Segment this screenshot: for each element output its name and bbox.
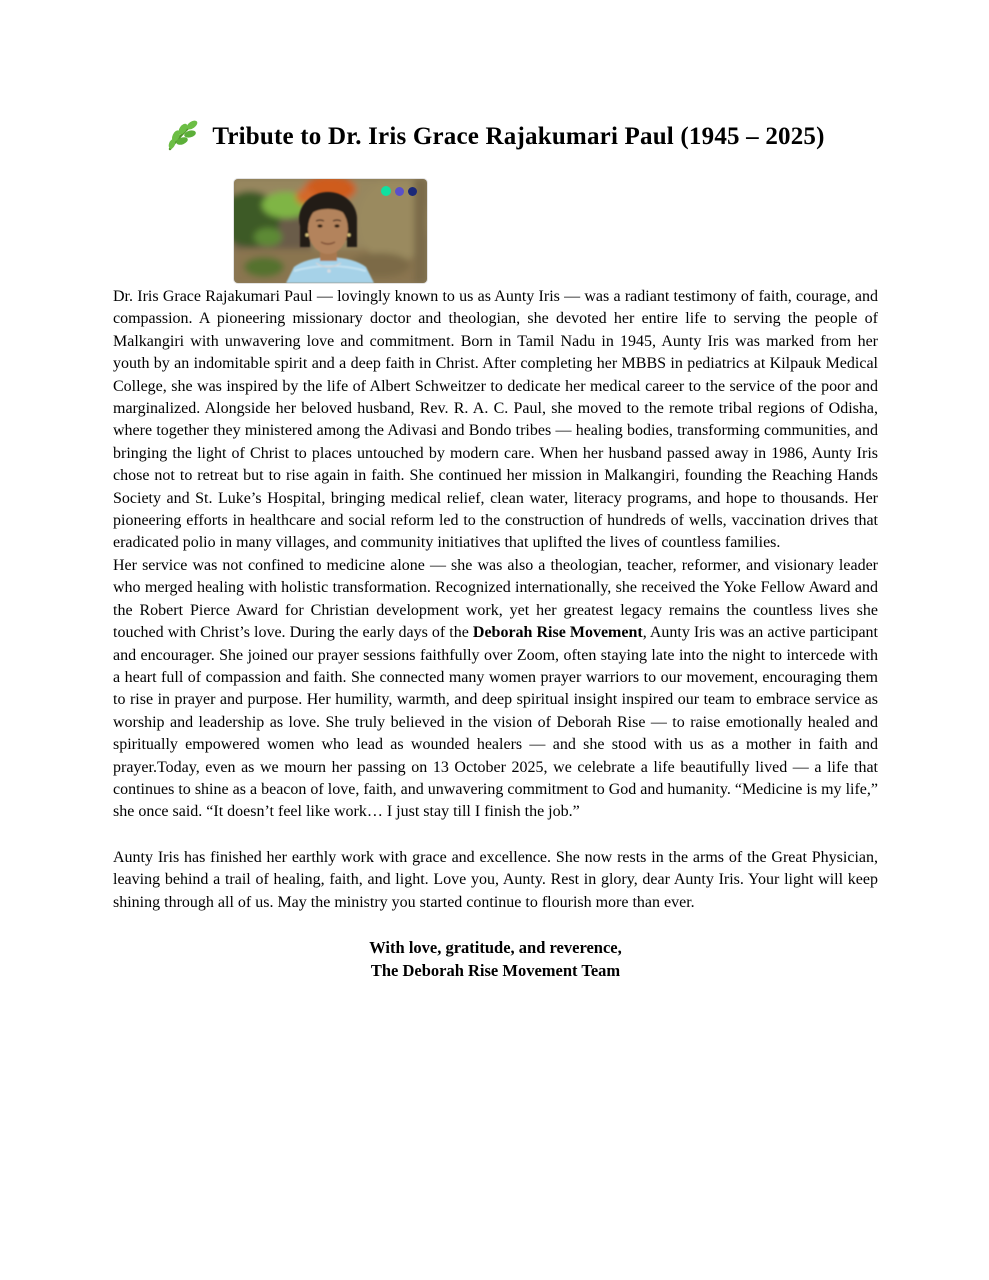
status-dot <box>395 187 404 196</box>
status-dots-overlay <box>381 186 417 196</box>
document-content <box>113 0 878 980</box>
tribute-paragraph <box>113 555 878 824</box>
tribute-paragraph <box>113 286 878 555</box>
tribute-body <box>113 286 878 982</box>
text-segment: , Aunty Iris was an active participant and encourager. She joined our prayer sessions faithfully over Zoom, often staying late into the night to intercede with a heart full of compassion and faith. She connected many women prayer warriors to our movement, encouraging them to rise in prayer and purpose. Her humility, warmth, and deep spiritual insight inspired our team to embrace service as worship and leadership as love. She truly believed in the vision of Deborah Rise — to raise emotionally healed and spiritually empowered women who lead as wounded healers — and she stood with us as a mother in faith and prayer.Today, even as we mourn her passing on 13 October 2025, we celebrate a life beautifully lived — a life that continues to shine as a beacon of love, faith, and unwavering commitment to God and humanity. “Medicine is my life,” she once said. “It doesn’t feel like work… I just stay till I finish the job.” <box>113 624 878 821</box>
tribute-paragraphs <box>113 286 878 914</box>
page-title-row <box>113 119 878 158</box>
text-segment: Dr. Iris Grace Rajakumari Paul — lovingly known to us as Aunty Iris — was a radiant testimony of faith, courage, and compassion. A pioneering missionary doctor and theologian, she devoted her entire life to serving the people of Malkangiri with unwavering love and commitment. Born in Tamil Nadu in 1945, Aunty Iris was marked from her youth by an indomitable spirit and a deep faith in Christ. After completing her MBBS in pediatrics at Kilpauk Medical College, she was inspired by the life of Albert Schweitzer to dedicate her medical career to the service of the poor and marginalized. Alongside her beloved husband, Rev. R. A. C. Paul, she moved to the remote tribal regions of Odisha, where together they ministered among the Adivasi and Bondo tribes — healing bodies, transforming communities, and bringing the light of Christ to places untouched by modern care. When her husband passed away in 1986, Aunty Iris chose not to retreat but to rise again in faith. She continued her mission in Malkangiri, founding the Reaching Hands Society and St. Luke’s Hospital, bringing medical relief, clean water, literacy programs, and hope to thousands. Her pioneering efforts in healthcare and social reform led to the construction of hundreds of wells, vaccination drives that eradicated polio in many villages, and community initiatives that uplifted the lives of countless families. <box>113 288 878 552</box>
closing-signature <box>113 936 878 982</box>
text-segment: Aunty Iris has finished her earthly work with grace and excellence. She now rests in the arms of the Great Physician, leaving behind a trail of healing, faith, and light. Love you, Aunty. Rest in glory, dear Aunty Iris. Your light will keep shining through all of us. May the ministry you started continue to flourish more than ever. <box>113 848 878 911</box>
bold-phrase: Deborah Rise Movement <box>472 624 643 642</box>
status-dot <box>408 187 417 196</box>
portrait-photo <box>234 179 427 283</box>
text-segment: Her service was not confined to medicine alone — she was also a theologian, teacher, reformer, and visionary leader who merged healing with holistic transformation. Recognized internationally, she received the Yoke Fellow Award and the Robert Pierce Award for Christian development work, yet her greatest legacy remains the countless lives she touched with Christ’s love. During the early days of the <box>113 556 878 642</box>
status-dot <box>381 186 391 196</box>
closing-line-2: The Deborah Rise Movement Team <box>370 960 621 980</box>
herb-leaf-icon <box>166 119 200 158</box>
page-title: Tribute to Dr. Iris Grace Rajakumari Paul (1945 – 2025) <box>212 123 825 150</box>
closing-line-1: With love, gratitude, and reverence, <box>369 937 622 957</box>
tribute-paragraph <box>113 847 878 914</box>
